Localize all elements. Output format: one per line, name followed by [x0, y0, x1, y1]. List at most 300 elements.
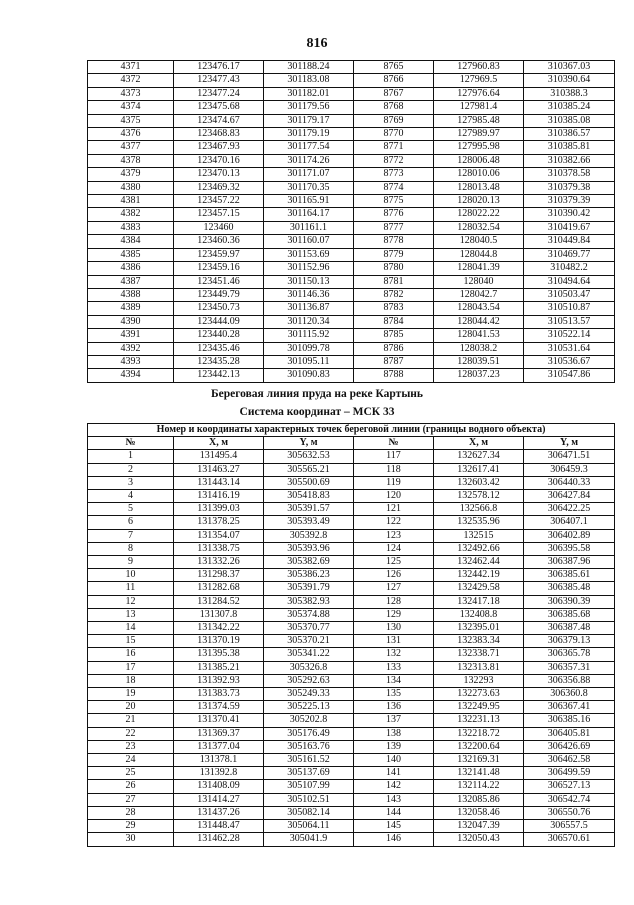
table-cell: 132085.86 [434, 793, 524, 806]
table-cell: 131374.59 [174, 701, 264, 714]
table-cell: 8785 [354, 329, 434, 342]
table-cell: 301146.36 [264, 288, 354, 301]
table-cell: 132383.34 [434, 635, 524, 648]
table-cell: 128044.42 [434, 315, 524, 328]
table-cell: 306365.78 [524, 648, 615, 661]
table-cell: 4378 [88, 154, 174, 167]
table-cell: 4382 [88, 208, 174, 221]
table-cell: 4392 [88, 342, 174, 355]
table-cell: 8780 [354, 262, 434, 275]
table-cell: 17 [88, 661, 174, 674]
table-cell: 132218.72 [434, 727, 524, 740]
table-cell: 8786 [354, 342, 434, 355]
table-cell: 123442.13 [174, 369, 264, 382]
table-cell: 131377.04 [174, 740, 264, 753]
table-row [88, 87, 615, 100]
column-header: X, м [434, 437, 524, 450]
table-cell: 4385 [88, 248, 174, 261]
table-cell: 22 [88, 727, 174, 740]
table-cell: 306379.13 [524, 635, 615, 648]
table-cell: 305386.23 [264, 569, 354, 582]
table-cell: 132200.64 [434, 740, 524, 753]
table-cell: 132249.95 [434, 701, 524, 714]
table-row [88, 806, 615, 819]
table-row [88, 608, 615, 621]
table-cell: 306426.69 [524, 740, 615, 753]
table-cell: 123470.13 [174, 168, 264, 181]
table-row [88, 516, 615, 529]
table-cell: 310503.47 [524, 288, 615, 301]
table-cell: 305102.51 [264, 793, 354, 806]
table-cell: 8784 [354, 315, 434, 328]
table-cell: 306356.88 [524, 674, 615, 687]
table-cell: 29 [88, 820, 174, 833]
table-cell: 123459.16 [174, 262, 264, 275]
table-title: Номер и координаты характерных точек береговой линии (границы водного объекта) [88, 424, 615, 437]
table-cell: 2 [88, 463, 174, 476]
table-cell: 136 [354, 701, 434, 714]
table-cell: 4394 [88, 369, 174, 382]
table-cell: 301165.91 [264, 195, 354, 208]
table-row [88, 767, 615, 780]
table-cell: 306387.96 [524, 556, 615, 569]
table-cell: 135 [354, 688, 434, 701]
table-cell: 310494.64 [524, 275, 615, 288]
table-row [88, 248, 615, 261]
table-cell: 132566.8 [434, 503, 524, 516]
table-cell: 1 [88, 450, 174, 463]
table-cell: 123440.28 [174, 329, 264, 342]
table-cell: 8783 [354, 302, 434, 315]
table-cell: 310536.67 [524, 355, 615, 368]
shore-line-caption: Береговая линия пруда на реке Картынь [210, 388, 423, 400]
table-cell: 134 [354, 674, 434, 687]
table-cell: 123469.32 [174, 181, 264, 194]
table-cell: 3 [88, 476, 174, 489]
table-cell: 124 [354, 542, 434, 555]
table-cell: 310482.2 [524, 262, 615, 275]
table-cell: 128038.2 [434, 342, 524, 355]
table-cell: 310469.77 [524, 248, 615, 261]
table-cell: 131392.93 [174, 674, 264, 687]
table-cell: 301090.83 [264, 369, 354, 382]
table-row [88, 476, 615, 489]
table-cell: 4386 [88, 262, 174, 275]
table-cell: 306385.16 [524, 714, 615, 727]
table-cell: 306427.84 [524, 490, 615, 503]
table-row [88, 635, 615, 648]
table-cell: 310379.38 [524, 181, 615, 194]
table-cell: 8787 [354, 355, 434, 368]
table-cell: 301152.96 [264, 262, 354, 275]
table-cell: 131342.22 [174, 622, 264, 635]
table-cell: 8778 [354, 235, 434, 248]
table-cell: 128041.39 [434, 262, 524, 275]
table-row [88, 141, 615, 154]
table-cell: 143 [354, 793, 434, 806]
table-cell: 127976.64 [434, 87, 524, 100]
table-cell: 123477.24 [174, 87, 264, 100]
table-cell: 8774 [354, 181, 434, 194]
table-cell: 5 [88, 503, 174, 516]
table-row [88, 503, 615, 516]
table-cell: 301179.17 [264, 114, 354, 127]
table-cell: 140 [354, 754, 434, 767]
coordinate-system-caption: Система координат – МСК 33 [239, 406, 395, 418]
table-cell: 131462.28 [174, 833, 264, 846]
table-cell: 131437.26 [174, 806, 264, 819]
table-cell: 131408.09 [174, 780, 264, 793]
table-cell: 131414.27 [174, 793, 264, 806]
table-cell: 310522.14 [524, 329, 615, 342]
table-cell: 132617.41 [434, 463, 524, 476]
table-cell: 123450.73 [174, 302, 264, 315]
table-cell: 310510.87 [524, 302, 615, 315]
table-cell: 305249.33 [264, 688, 354, 701]
table-row [88, 714, 615, 727]
table-cell: 306390.39 [524, 595, 615, 608]
table-row [88, 674, 615, 687]
table-cell: 306462.58 [524, 754, 615, 767]
table-row [88, 820, 615, 833]
table-cell: 123460 [174, 221, 264, 234]
table-cell: 310531.64 [524, 342, 615, 355]
table-cell: 131370.41 [174, 714, 264, 727]
table-cell: 305374.88 [264, 608, 354, 621]
table-cell: 6 [88, 516, 174, 529]
table-cell: 305202.8 [264, 714, 354, 727]
table-cell: 301160.07 [264, 235, 354, 248]
table-row [88, 315, 615, 328]
table-row [88, 648, 615, 661]
table-cell: 4380 [88, 181, 174, 194]
table-row [88, 114, 615, 127]
table-cell: 305392.8 [264, 529, 354, 542]
table-row [88, 727, 615, 740]
table-cell: 127 [354, 582, 434, 595]
table-cell: 305082.14 [264, 806, 354, 819]
table-cell: 8 [88, 542, 174, 555]
table-cell: 306385.68 [524, 608, 615, 621]
table-cell: 310388.3 [524, 87, 615, 100]
table-cell: 131332.26 [174, 556, 264, 569]
table-cell: 128037.23 [434, 369, 524, 382]
table-cell: 127969.5 [434, 74, 524, 87]
table-row [88, 275, 615, 288]
table-cell: 301188.24 [264, 61, 354, 74]
table-cell: 131307.8 [174, 608, 264, 621]
table-cell: 123477.43 [174, 74, 264, 87]
table-cell: 301099.78 [264, 342, 354, 355]
table-cell: 123435.46 [174, 342, 264, 355]
table-cell: 131369.37 [174, 727, 264, 740]
table-cell: 11 [88, 582, 174, 595]
table-cell: 4377 [88, 141, 174, 154]
table-cell: 128013.48 [434, 181, 524, 194]
table-cell: 129 [354, 608, 434, 621]
table-cell: 131370.19 [174, 635, 264, 648]
table-cell: 306527.13 [524, 780, 615, 793]
table-cell: 301171.07 [264, 168, 354, 181]
table-cell: 301115.92 [264, 329, 354, 342]
table-cell: 117 [354, 450, 434, 463]
table-row [88, 74, 615, 87]
table-row [88, 195, 615, 208]
table-cell: 301095.11 [264, 355, 354, 368]
table-cell: 131399.03 [174, 503, 264, 516]
table-row [88, 542, 615, 555]
table-row [88, 450, 615, 463]
table-row [88, 793, 615, 806]
table-cell: 4376 [88, 128, 174, 141]
table-cell: 30 [88, 833, 174, 846]
table-cell: 301164.17 [264, 208, 354, 221]
table-cell: 127985.48 [434, 114, 524, 127]
table-row [88, 208, 615, 221]
table-row [88, 529, 615, 542]
table-cell: 127989.97 [434, 128, 524, 141]
table-cell: 306499.59 [524, 767, 615, 780]
table-row [88, 61, 615, 74]
table-cell: 131378.25 [174, 516, 264, 529]
table-row [88, 302, 615, 315]
table-cell: 132293 [434, 674, 524, 687]
table-cell: 306387.48 [524, 622, 615, 635]
table-cell: 306570.61 [524, 833, 615, 846]
table-cell: 8782 [354, 288, 434, 301]
table-cell: 305041.9 [264, 833, 354, 846]
table-cell: 4374 [88, 101, 174, 114]
table-cell: 8770 [354, 128, 434, 141]
table-cell: 21 [88, 714, 174, 727]
table-cell: 132429.58 [434, 582, 524, 595]
table-cell: 305418.83 [264, 490, 354, 503]
table-cell: 8773 [354, 168, 434, 181]
table-cell: 27 [88, 793, 174, 806]
table-cell: 132338.71 [434, 648, 524, 661]
table-cell: 4390 [88, 315, 174, 328]
table-cell: 132627.34 [434, 450, 524, 463]
table-cell: 305341.22 [264, 648, 354, 661]
table-cell: 306422.25 [524, 503, 615, 516]
table-cell: 310390.42 [524, 208, 615, 221]
column-header: X, м [174, 437, 264, 450]
table-cell: 8777 [354, 221, 434, 234]
table-cell: 132313.81 [434, 661, 524, 674]
table-cell: 26 [88, 780, 174, 793]
table-cell: 310386.57 [524, 128, 615, 141]
table-cell: 4371 [88, 61, 174, 74]
table-cell: 9 [88, 556, 174, 569]
table-cell: 310513.57 [524, 315, 615, 328]
table-cell: 305137.69 [264, 767, 354, 780]
table-cell: 15 [88, 635, 174, 648]
table-cell: 131463.27 [174, 463, 264, 476]
table-cell: 146 [354, 833, 434, 846]
table-cell: 305326.8 [264, 661, 354, 674]
table-cell: 132114.22 [434, 780, 524, 793]
table-cell: 4381 [88, 195, 174, 208]
table-cell: 306405.81 [524, 727, 615, 740]
table-cell: 128032.54 [434, 221, 524, 234]
table-cell: 128022.22 [434, 208, 524, 221]
table-row [88, 754, 615, 767]
table-cell: 306459.3 [524, 463, 615, 476]
table-cell: 305064.11 [264, 820, 354, 833]
table-cell: 310382.66 [524, 154, 615, 167]
table-cell: 20 [88, 701, 174, 714]
table-cell: 310390.64 [524, 74, 615, 87]
table-cell: 132417.18 [434, 595, 524, 608]
table-title-row [88, 424, 615, 437]
table-cell: 310385.24 [524, 101, 615, 114]
table-cell: 131416.19 [174, 490, 264, 503]
table-cell: 128039.51 [434, 355, 524, 368]
table-cell: 4384 [88, 235, 174, 248]
table-cell: 132273.63 [434, 688, 524, 701]
table-cell: 132462.44 [434, 556, 524, 569]
table-cell: 24 [88, 754, 174, 767]
table-cell: 8788 [354, 369, 434, 382]
table-cell: 306407.1 [524, 516, 615, 529]
table-cell: 4373 [88, 87, 174, 100]
table-cell: 132058.46 [434, 806, 524, 819]
table-cell: 123474.67 [174, 114, 264, 127]
table-cell: 128044.8 [434, 248, 524, 261]
table-cell: 301120.34 [264, 315, 354, 328]
table-cell: 123460.36 [174, 235, 264, 248]
table-cell: 301182.01 [264, 87, 354, 100]
table-row [88, 262, 615, 275]
table-cell: 132408.8 [434, 608, 524, 621]
table-cell: 131 [354, 635, 434, 648]
table-cell: 4391 [88, 329, 174, 342]
table-cell: 123449.79 [174, 288, 264, 301]
table-row [88, 833, 615, 846]
table-cell: 306542.74 [524, 793, 615, 806]
column-header: Y, м [264, 437, 354, 450]
table-cell: 305632.53 [264, 450, 354, 463]
table-cell: 19 [88, 688, 174, 701]
table-cell: 4379 [88, 168, 174, 181]
table-cell: 306385.48 [524, 582, 615, 595]
table-cell: 126 [354, 569, 434, 582]
table-cell: 123468.83 [174, 128, 264, 141]
table-cell: 8776 [354, 208, 434, 221]
table-cell: 306360.8 [524, 688, 615, 701]
column-header: Y, м [524, 437, 615, 450]
table-row [88, 154, 615, 167]
table-cell: 310379.39 [524, 195, 615, 208]
table-cell: 305163.76 [264, 740, 354, 753]
table-row [88, 582, 615, 595]
table-cell: 8772 [354, 154, 434, 167]
table-cell: 128020.13 [434, 195, 524, 208]
table-cell: 123459.97 [174, 248, 264, 261]
table-cell: 138 [354, 727, 434, 740]
table-cell: 310367.03 [524, 61, 615, 74]
table-cell: 132395.01 [434, 622, 524, 635]
table-row [88, 128, 615, 141]
table-cell: 139 [354, 740, 434, 753]
table-cell: 23 [88, 740, 174, 753]
table-cell: 25 [88, 767, 174, 780]
table-cell: 301183.08 [264, 74, 354, 87]
table-cell: 131282.68 [174, 582, 264, 595]
table-cell: 132231.13 [434, 714, 524, 727]
table-cell: 122 [354, 516, 434, 529]
table-cell: 305500.69 [264, 476, 354, 489]
page-number: 816 [306, 36, 328, 51]
table-cell: 123 [354, 529, 434, 542]
table-cell: 125 [354, 556, 434, 569]
table-cell: 4 [88, 490, 174, 503]
table-cell: 131298.37 [174, 569, 264, 582]
table-cell: 8766 [354, 74, 434, 87]
table-cell: 128 [354, 595, 434, 608]
table-cell: 4387 [88, 275, 174, 288]
table-cell: 310449.84 [524, 235, 615, 248]
table-cell: 131378.1 [174, 754, 264, 767]
table-cell: 128010.06 [434, 168, 524, 181]
table-cell: 128041.53 [434, 329, 524, 342]
table-cell: 131392.8 [174, 767, 264, 780]
table-cell: 145 [354, 820, 434, 833]
table-cell: 128006.48 [434, 154, 524, 167]
table-cell: 310547.86 [524, 369, 615, 382]
table-cell: 118 [354, 463, 434, 476]
table-cell: 8767 [354, 87, 434, 100]
table-cell: 305391.57 [264, 503, 354, 516]
table-cell: 131383.73 [174, 688, 264, 701]
column-header: № [354, 437, 434, 450]
table-cell: 132 [354, 648, 434, 661]
table-row [88, 101, 615, 114]
table-cell: 123476.17 [174, 61, 264, 74]
table-cell: 306440.33 [524, 476, 615, 489]
table-cell: 120 [354, 490, 434, 503]
table-cell: 305391.79 [264, 582, 354, 595]
table-cell: 10 [88, 569, 174, 582]
table-row [88, 490, 615, 503]
table-cell: 131284.52 [174, 595, 264, 608]
table-cell: 8768 [354, 101, 434, 114]
table-cell: 301170.35 [264, 181, 354, 194]
table-cell: 144 [354, 806, 434, 819]
table-cell: 128040 [434, 275, 524, 288]
coordinates-table-continued [87, 60, 615, 383]
table-cell: 306395.58 [524, 542, 615, 555]
table-cell: 131354.07 [174, 529, 264, 542]
table-cell: 123475.68 [174, 101, 264, 114]
table-row [88, 622, 615, 635]
table-cell: 305161.52 [264, 754, 354, 767]
table-row [88, 221, 615, 234]
table-cell: 306402.89 [524, 529, 615, 542]
table-cell: 310378.58 [524, 168, 615, 181]
table-cell: 132141.48 [434, 767, 524, 780]
table-cell: 123470.16 [174, 154, 264, 167]
table-cell: 14 [88, 622, 174, 635]
table-cell: 132047.39 [434, 820, 524, 833]
shore-line-table-body [88, 450, 615, 846]
table-cell: 301150.13 [264, 275, 354, 288]
table-cell: 128043.54 [434, 302, 524, 315]
table-row [88, 701, 615, 714]
table-cell: 305393.49 [264, 516, 354, 529]
table-cell: 131395.38 [174, 648, 264, 661]
table-cell: 133 [354, 661, 434, 674]
